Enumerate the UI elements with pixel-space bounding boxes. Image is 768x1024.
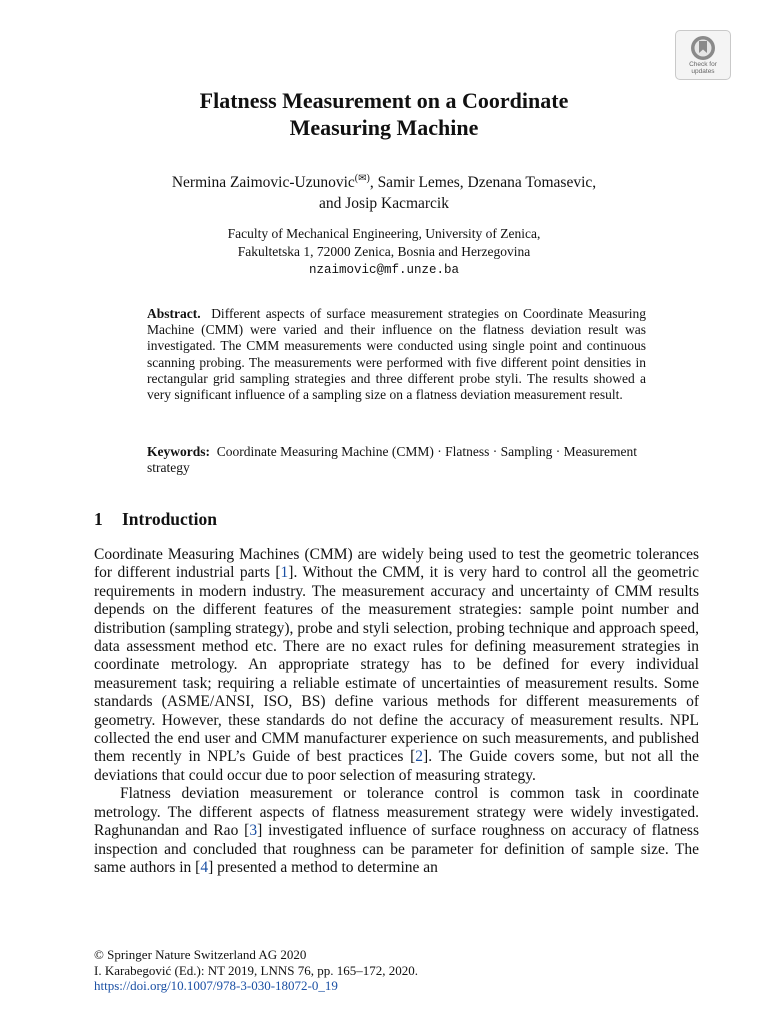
badge-label-line2: updates [691,68,715,75]
abstract-text: Different aspects of surface measurement strategies on Coordinate Measuring Machine (CMM) were varied and their influence on the flatness deviation result was investigated. The CMM measurements were conducted using single point and continuous scanning probing. The measurements were performed with five different point densities in rectangular grid sampling strategies and three different probe styli. The results showed a very significant influence of a sampling size on a flatness deviation measurement result. [147,306,647,403]
authors-line-2: and Josip Kacmarcik [319,195,449,212]
check-for-updates-badge[interactable] [675,30,731,80]
bookmark-icon [690,35,716,61]
first-author: Nermina Zaimovic-Uzunovic [171,174,355,191]
corresponding-author-envelope-icon: (✉) [354,172,370,184]
paragraph-1 [94,546,699,785]
author-email[interactable]: nzaimovic@mf.unze.ba [308,263,460,277]
p1-text-c: ]. The Guide covers some, but not all the deviations that could occur due to poor selection of measuring strategy. [94,748,700,784]
title-line-2: Measuring Machine [289,115,479,140]
p2-text-a: Flatness deviation measurement or tolerance control is common task in coordinate metrology. The different aspects of flatness measurement strategy were widely investigated. Raghunandan and Rao [ [94,785,699,840]
section-number: 1 [94,509,103,529]
title-line-1: Flatness Measurement on a Coordinate [199,88,569,113]
doi-link[interactable]: https://doi.org/10.1007/978-3-030-18072-0_19 [94,978,338,993]
p2-text-c: ] presented a method to determine an [208,858,438,876]
body-text [94,546,699,877]
p1-text-a: Coordinate Measuring Machines (CMM) are widely being used to test the geometric tolerances for different industrial parts [ [94,546,699,582]
keywords-text: Coordinate Measuring Machine (CMM) · Flatness · Sampling · Measurement strategy [147,444,638,476]
p1-text-b: ]. Without the CMM, it is very hard to control all the geometric requirements in modern industry. The measurement accuracy and uncertainty of CMM results depends on the different features of the measurement strategies: sample point number and distribution (sampling strategy), probe and styli selection, probing technique and approach speed, data assessment method etc. There are no exact rules for defining measurement strategies in coordinate metrology. An appropriate strategy has to be defined for every individual measurement task; requiring a reliable estimate of uncertainties of measurement results. Some standards (ASME/ANSI, ISO, BS) define various methods for different measurements of geometry. However, these standards do not define the accuracy of measurement results. NPL collected the end user and CMM manufacturer experience on such measurements, and published them recently in NPL’s Guide of best practices [ [94,564,699,766]
badge-label-line1: Check for [689,61,717,68]
paragraph-2 [94,785,699,877]
footer [94,947,694,994]
citation-link-1[interactable]: 1 [280,564,289,582]
section-heading [94,508,217,530]
citation-link-2[interactable]: 2 [415,748,424,766]
citation-line: I. Karabegović (Ed.): NT 2019, LNNS 76, pp. 165–172, 2020. [94,962,418,978]
abstract-label: Abstract. [147,306,201,321]
citation-link-4[interactable]: 4 [200,858,209,876]
abstract [147,306,646,403]
paper-title [0,87,768,141]
p2-text-b: ] investigated influence of surface roughness on accuracy of flatness inspection and concluded that roughness can be parameter for definition of sample size. The same authors in [ [94,822,699,876]
copyright-line: © Springer Nature Switzerland AG 2020 [94,947,307,962]
co-authors: , Samir Lemes, Dzenana Tomasevic, [369,174,597,191]
affiliation-line-2: Fakultetska 1, 72000 Zenica, Bosnia and Herzegovina [237,244,531,259]
authors [0,172,768,214]
citation-link-3[interactable]: 3 [249,822,258,840]
affiliation [0,225,768,279]
keywords [147,444,646,476]
affiliation-line-1: Faculty of Mechanical Engineering, University of Zenica, [227,226,541,241]
section-title: Introduction [122,509,217,529]
keywords-label: Keywords: [147,444,210,459]
authors-line-1 [0,172,768,193]
